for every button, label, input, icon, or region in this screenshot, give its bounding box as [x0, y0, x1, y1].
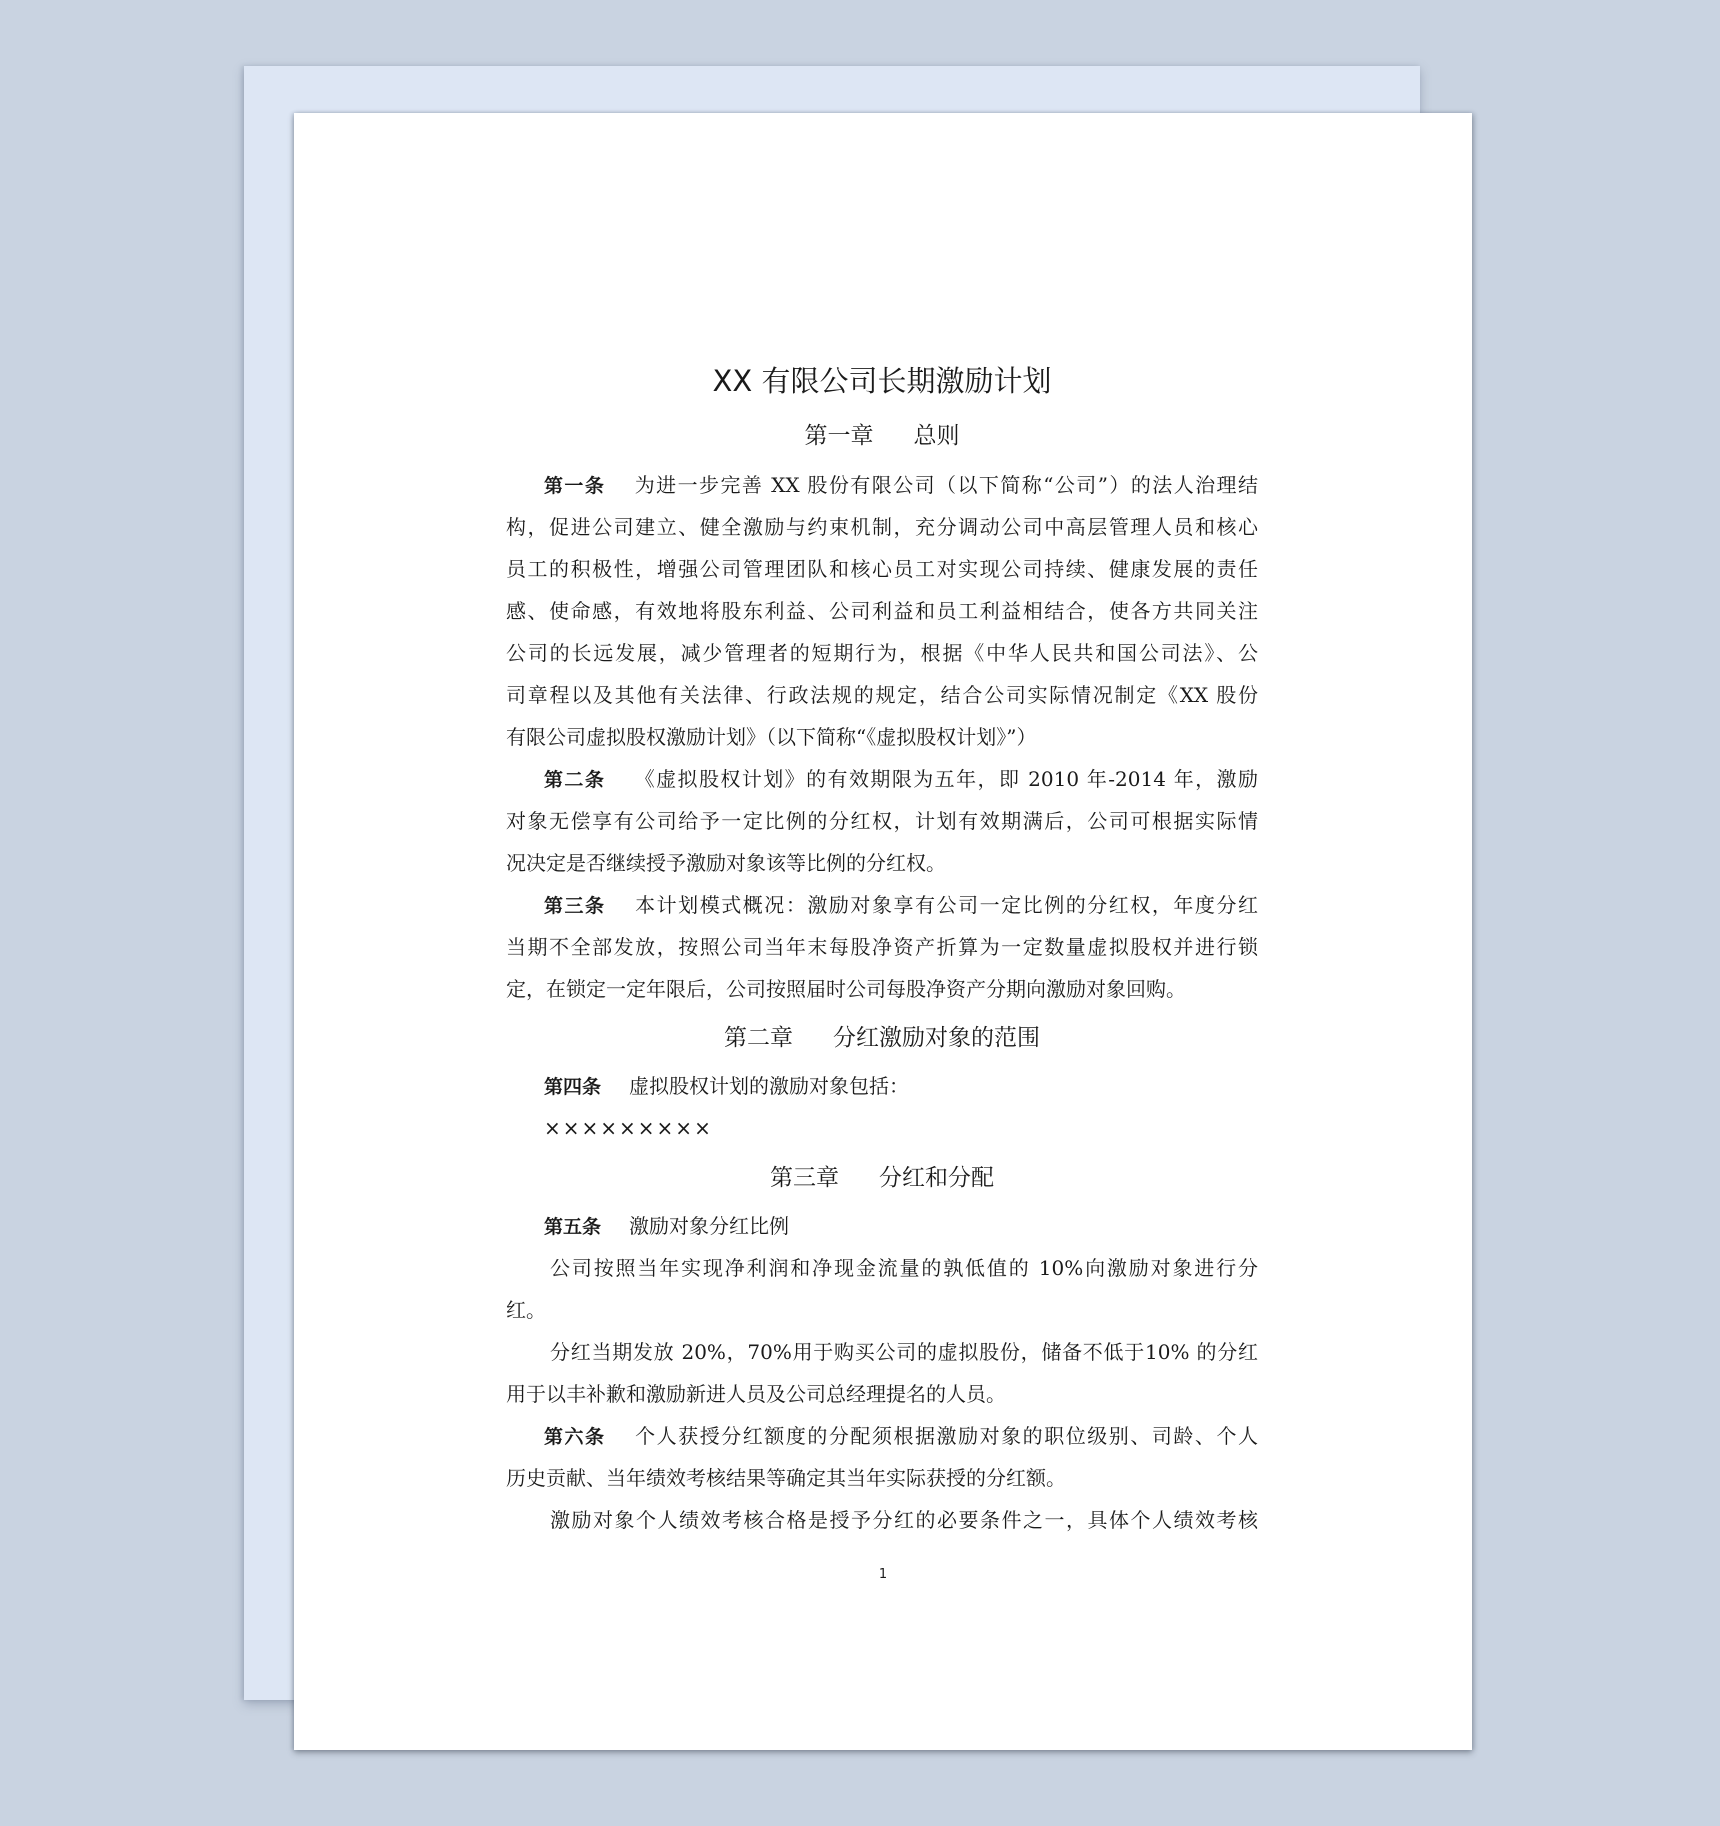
article-5-para-1-line-2: 红。 — [506, 1298, 546, 1322]
chapter-number: 第三章 — [770, 1165, 839, 1191]
chapter-heading-2 — [506, 1017, 1258, 1059]
article-2-line-1: 第二条 《虚拟股权计划》的有效期限为五年，即 2010 年-2014 年，激励 — [544, 767, 1258, 791]
article-6-line-2: 历史贡献、当年绩效考核结果等确定其当年实际获授的分红额。 — [506, 1466, 1066, 1490]
document-page — [294, 113, 1472, 1750]
article-1-line-7: 有限公司虚拟股权激励计划》（以下简称“《虚拟股权计划》”） — [506, 725, 1037, 749]
chapter-number: 第二章 — [724, 1025, 793, 1051]
article-1-line-5: 公司的长远发展，减少管理者的短期行为，根据《中华人民共和国公司法》、公 — [506, 641, 1258, 665]
article-1-line-3: 员工的积极性，增强公司管理团队和核心员工对实现公司持续、健康发展的责任 — [506, 557, 1258, 581]
article-2-line-2: 对象无偿享有公司给予一定比例的分红权，计划有效期满后，公司可根据实际情 — [506, 809, 1258, 833]
chapter-heading-1 — [506, 415, 1258, 457]
article-5-line-1: 第五条 激励对象分红比例 — [544, 1214, 790, 1238]
article-5-para-1-line-1: 公司按照当年实现净利润和净现金流量的孰低值的 10%向激励对象进行分 — [550, 1256, 1258, 1280]
article-5-para-2-line-1: 分红当期发放 20%，70%用于购买公司的虚拟股份，储备不低于10% 的分红 — [550, 1340, 1258, 1364]
chapter-name: 分红激励对象的范围 — [833, 1025, 1040, 1051]
article-1-line-6: 司章程以及其他有关法律、行政法规的规定，结合公司实际情况制定《XX 股份 — [506, 683, 1258, 707]
chapter-name: 分红和分配 — [879, 1165, 994, 1191]
document-title: XX 有限公司长期激励计划 — [712, 364, 1052, 398]
article-label: 第五条 — [544, 1216, 602, 1238]
page-number: 1 — [878, 1567, 888, 1582]
article-1-line-2: 构，促进公司建立、健全激励与约束机制，充分调动公司中高层管理人员和核心 — [506, 515, 1258, 539]
article-6-para-1-line-1: 激励对象个人绩效考核合格是授予分红的必要条件之一，具体个人绩效考核 — [550, 1508, 1258, 1532]
article-label: 第六条 — [544, 1426, 606, 1448]
article-1-line-4: 感、使命感，有效地将股东利益、公司利益和员工利益相结合，使各方共同关注 — [506, 599, 1258, 623]
article-3-line-3: 定，在锁定一定年限后，公司按照届时公司每股净资产分期向激励对象回购。 — [506, 977, 1186, 1001]
article-1-line-1: 第一条 为进一步完善 XX 股份有限公司（以下简称“公司”）的法人治理结 — [544, 473, 1258, 497]
chapter-name: 总则 — [913, 423, 960, 449]
article-6-line-1: 第六条 个人获授分红额度的分配须根据激励对象的职位级别、司龄、个人 — [544, 1424, 1258, 1448]
article-3-line-2: 当期不全部发放，按照公司当年末每股净资产折算为一定数量虚拟股权并进行锁 — [506, 935, 1258, 959]
article-label: 第四条 — [544, 1076, 602, 1098]
article-4-line-1: 第四条 虚拟股权计划的激励对象包括： — [544, 1074, 910, 1098]
incentive-targets-placeholder: ××××××××× — [544, 1116, 713, 1140]
chapter-heading-3 — [506, 1157, 1258, 1199]
article-label: 第二条 — [544, 769, 606, 791]
article-5-para-2-line-2: 用于以丰补歉和激励新进人员及公司总经理提名的人员。 — [506, 1382, 1006, 1406]
chapter-number: 第一章 — [804, 423, 874, 449]
article-label: 第三条 — [544, 895, 606, 917]
article-2-line-3: 况决定是否继续授予激励对象该等比例的分红权。 — [506, 851, 946, 875]
article-3-line-1: 第三条 本计划模式概况：激励对象享有公司一定比例的分红权，年度分红 — [544, 893, 1258, 917]
article-label: 第一条 — [544, 475, 606, 497]
